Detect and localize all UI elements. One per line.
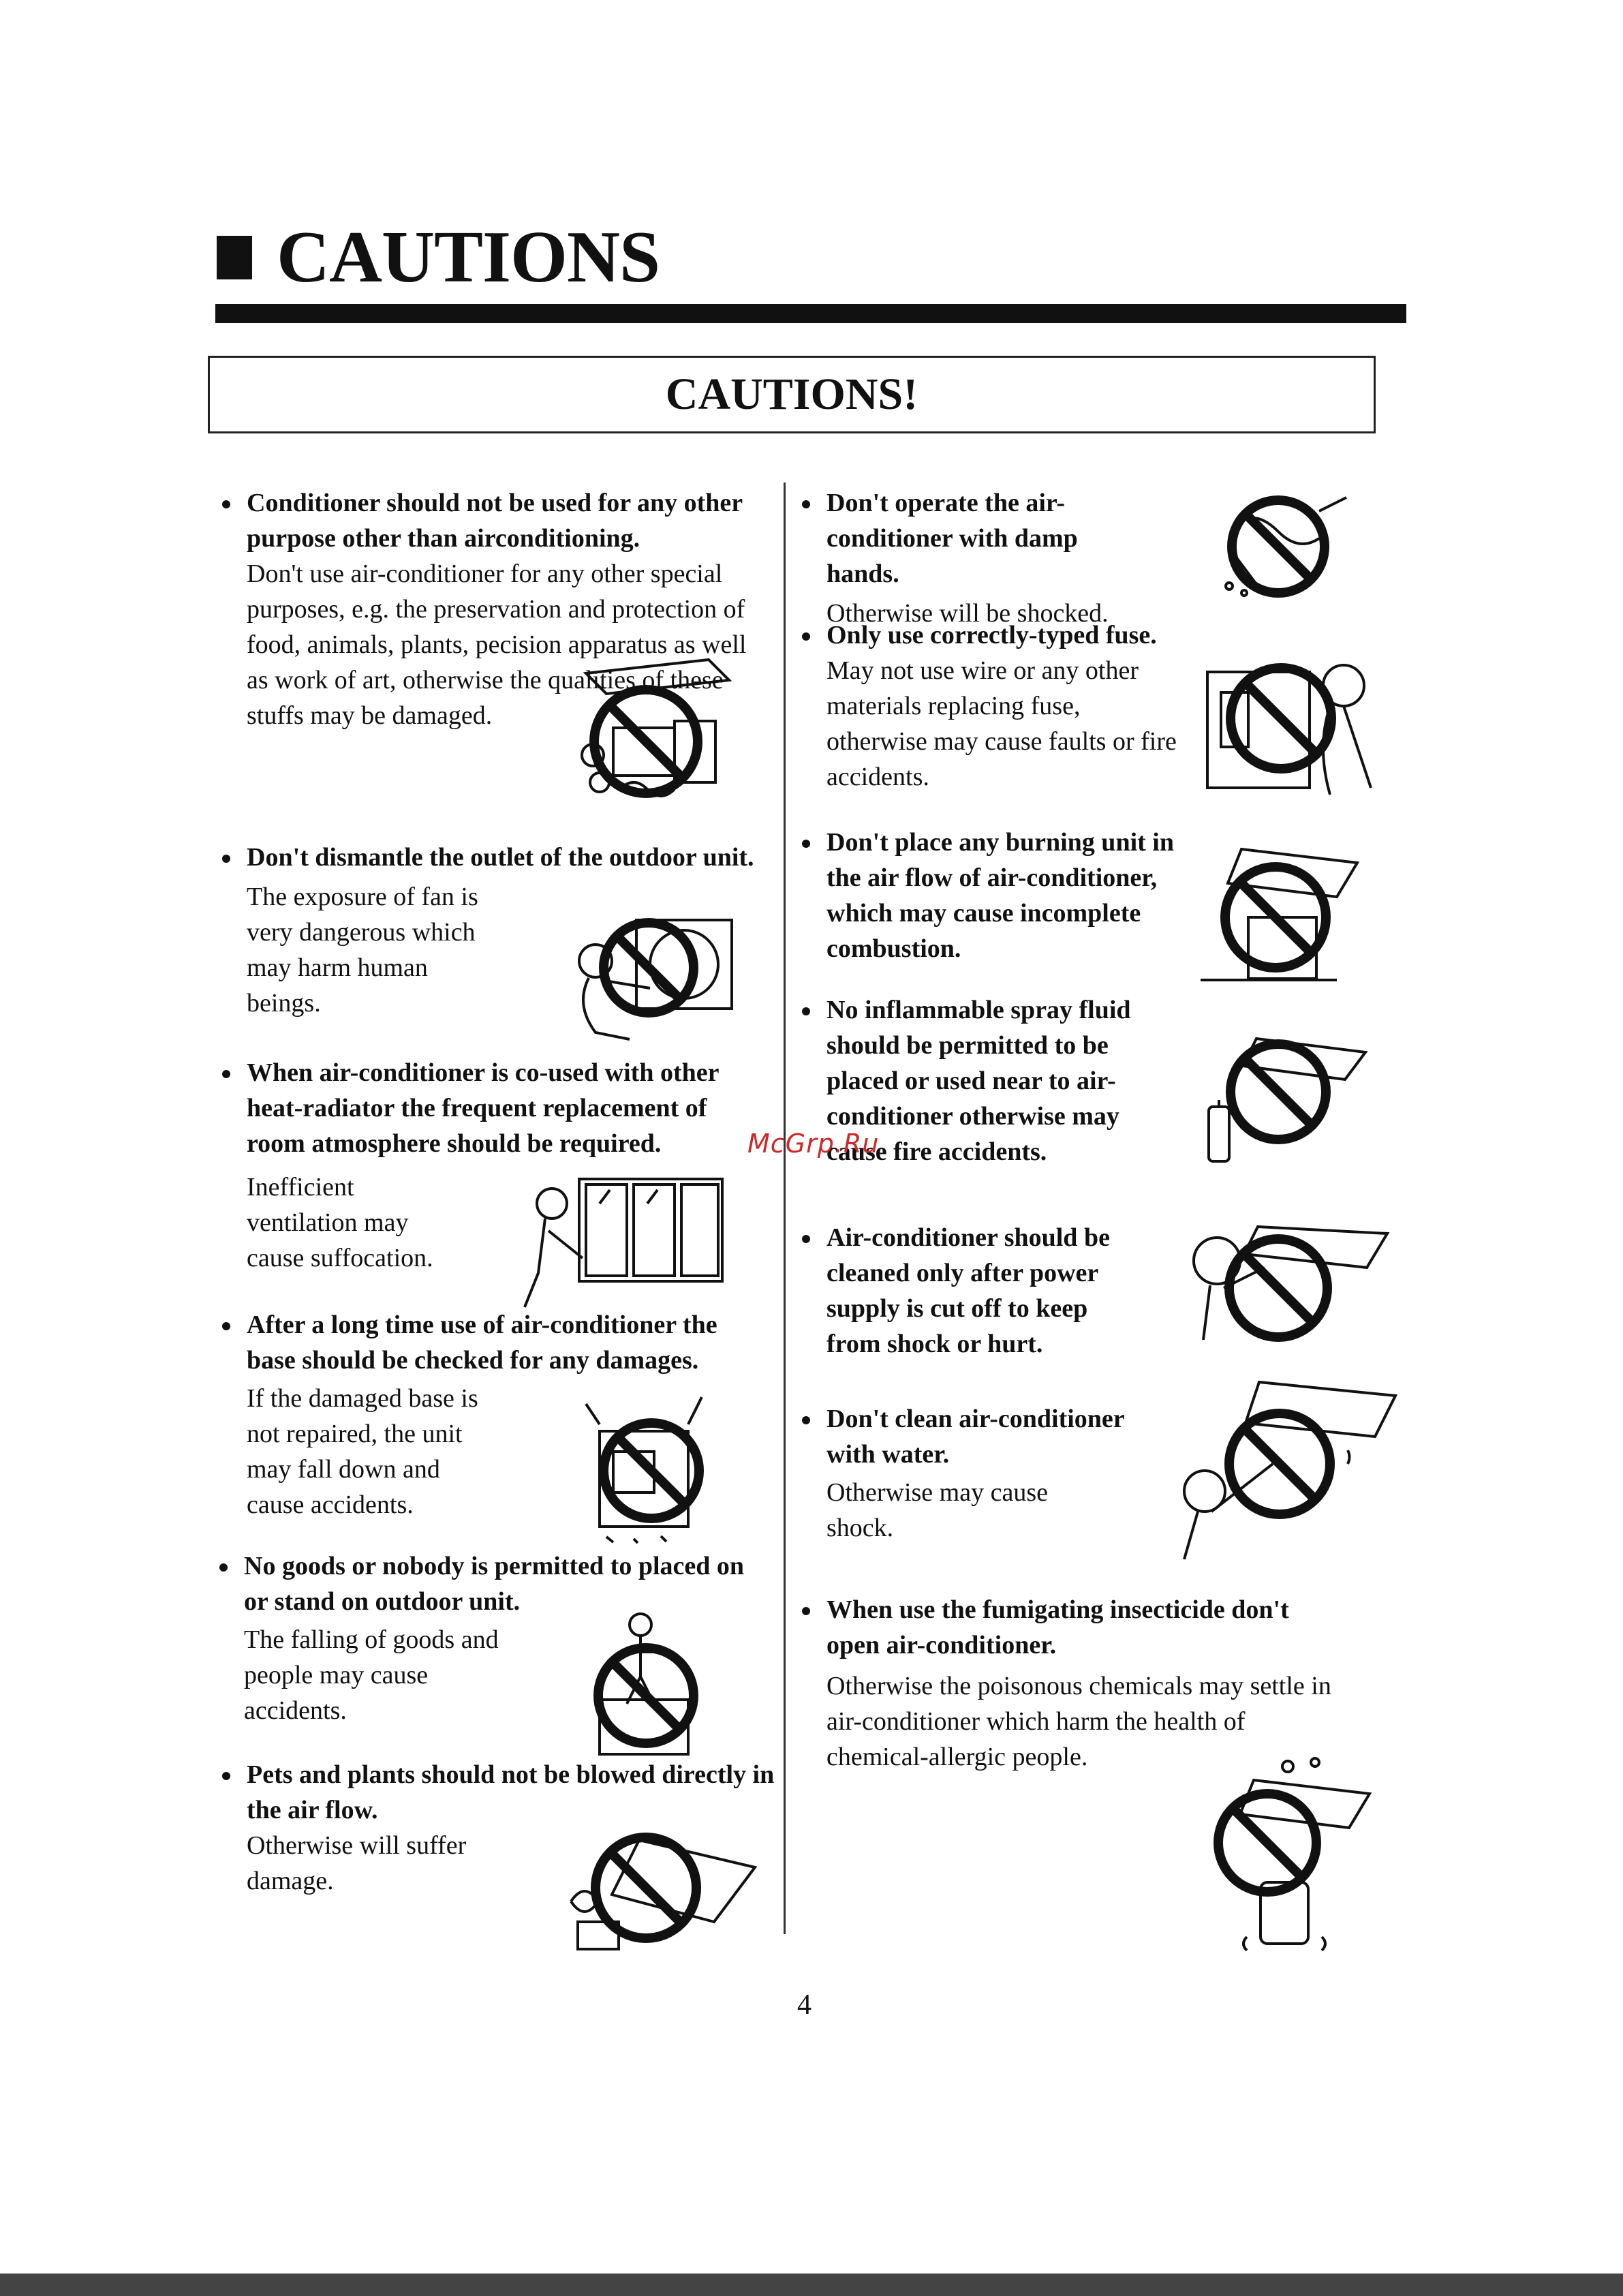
prohibited-damp-hands-icon	[1217, 491, 1353, 610]
caution-item	[826, 617, 1208, 795]
caution-heading: No inflammable spray fluid should be permitted to be placed or used near to air-conditioner otherwise may cause fire accidents.	[826, 996, 1131, 1166]
bullet	[802, 1007, 810, 1015]
caution-heading: Don't operate the air-conditioner with damp hands.	[826, 489, 1078, 588]
caution-heading: Air-conditioner should be cleaned only after power supply is cut off to keep from shock or hurt.	[826, 1223, 1110, 1358]
prohibited-plants-in-airflow-icon	[557, 1826, 762, 1959]
caution-item	[826, 1220, 1208, 1362]
bullet	[222, 855, 230, 863]
prohibited-spray-can-icon	[1202, 1032, 1372, 1172]
prohibited-standing-on-unit-icon	[586, 1611, 709, 1764]
prohibited-water-cleaning-icon	[1164, 1375, 1402, 1570]
caution-body: Otherwise the poisonous chemicals may settle in air-conditioner which harm the health of chemical-allergic people.	[826, 1672, 1331, 1771]
bullet	[802, 1235, 810, 1243]
title-rule	[215, 304, 1406, 323]
caution-heading: After a long time use of air-conditioner the base should be checked for any damages.	[247, 1311, 717, 1375]
caution-body: If the damaged base is not repaired, the unit may fall down and cause accidents.	[247, 1384, 478, 1519]
banner-text: CAUTIONS!	[665, 369, 918, 419]
caution-body: Otherwise may cause shock.	[826, 1478, 1048, 1542]
caution-heading: Don't dismantle the outlet of the outdoor unit.	[247, 843, 754, 872]
open-window-ventilation-icon	[518, 1176, 729, 1316]
bullet	[802, 1416, 810, 1424]
caution-heading: Don't clean air-conditioner with water.	[826, 1405, 1124, 1469]
bottom-strip	[0, 2274, 1623, 2296]
column-divider	[784, 483, 786, 1934]
caution-body: Otherwise will be shocked.	[826, 599, 1109, 628]
prohibited-insecticide-icon	[1192, 1753, 1376, 1968]
caution-item	[826, 992, 1208, 1169]
bullet	[222, 1322, 230, 1330]
bullet	[802, 840, 810, 848]
bullet	[219, 1563, 228, 1572]
caution-item	[826, 1592, 1344, 1775]
prohibited-damaged-base-icon	[579, 1390, 715, 1550]
caution-heading: Only use correctly-typed fuse.	[826, 621, 1157, 649]
bullet	[802, 500, 810, 508]
prohibited-cleaning-powered-unit-icon	[1183, 1220, 1394, 1360]
caution-heading: When air-conditioner is co-used with other heat-radiator the frequent replacement of room atmosphere should be required.	[247, 1058, 719, 1158]
caution-item	[826, 1401, 1208, 1546]
caution-body: The falling of goods and people may cause accidents.	[244, 1625, 499, 1725]
page-number: 4	[797, 1989, 812, 2021]
caution-body: Inefficient ventilation may cause suffocation.	[247, 1173, 433, 1272]
caution-body: Otherwise will suffer damage.	[247, 1831, 467, 1895]
bullet	[802, 1607, 810, 1615]
prohibited-dismantle-outlet-icon	[568, 906, 739, 1053]
caution-body: May not use wire or any other materials replacing fuse, otherwise may cause faults or fire accidents.	[826, 656, 1177, 791]
page-title-text: CAUTIONS	[277, 217, 660, 298]
caution-heading: When use the fumigating insecticide don't open air-conditioner.	[826, 1595, 1289, 1659]
caution-heading: No goods or nobody is permitted to placed on or stand on outdoor unit.	[244, 1552, 745, 1616]
caution-heading: Don't place any burning unit in the air flow of air-conditioner, which may cause incomplete combustion.	[826, 828, 1174, 963]
caution-heading: Conditioner should not be used for any other purpose other than airconditioning.	[247, 489, 743, 553]
caution-body: Don't use air-conditioner for any other special purposes, e.g. the preservation and protection of food, animals, plants, pecision apparatus as well as work of art, otherwise the qualities of these stuffs may be damaged.	[247, 560, 747, 730]
caution-heading: Pets and plants should not be blowed directly in the air flow.	[247, 1760, 775, 1824]
prohibited-heater-in-airflow-icon	[1201, 836, 1371, 996]
cautions-banner	[208, 356, 1376, 433]
title-square-icon	[217, 236, 252, 279]
bullet	[802, 632, 810, 641]
caution-item	[826, 825, 1208, 966]
caution-body: The exposure of fan is very dangerous which may harm human beings.	[247, 883, 478, 1017]
watermark: McGrp.Ru	[747, 1129, 880, 1159]
bullet	[222, 1772, 230, 1780]
page-title	[217, 217, 660, 299]
bullet	[222, 500, 230, 508]
prohibited-food-storage-icon	[572, 653, 736, 820]
caution-item	[826, 485, 1208, 631]
prohibited-wrong-fuse-icon	[1194, 645, 1378, 805]
bullet	[222, 1070, 230, 1078]
